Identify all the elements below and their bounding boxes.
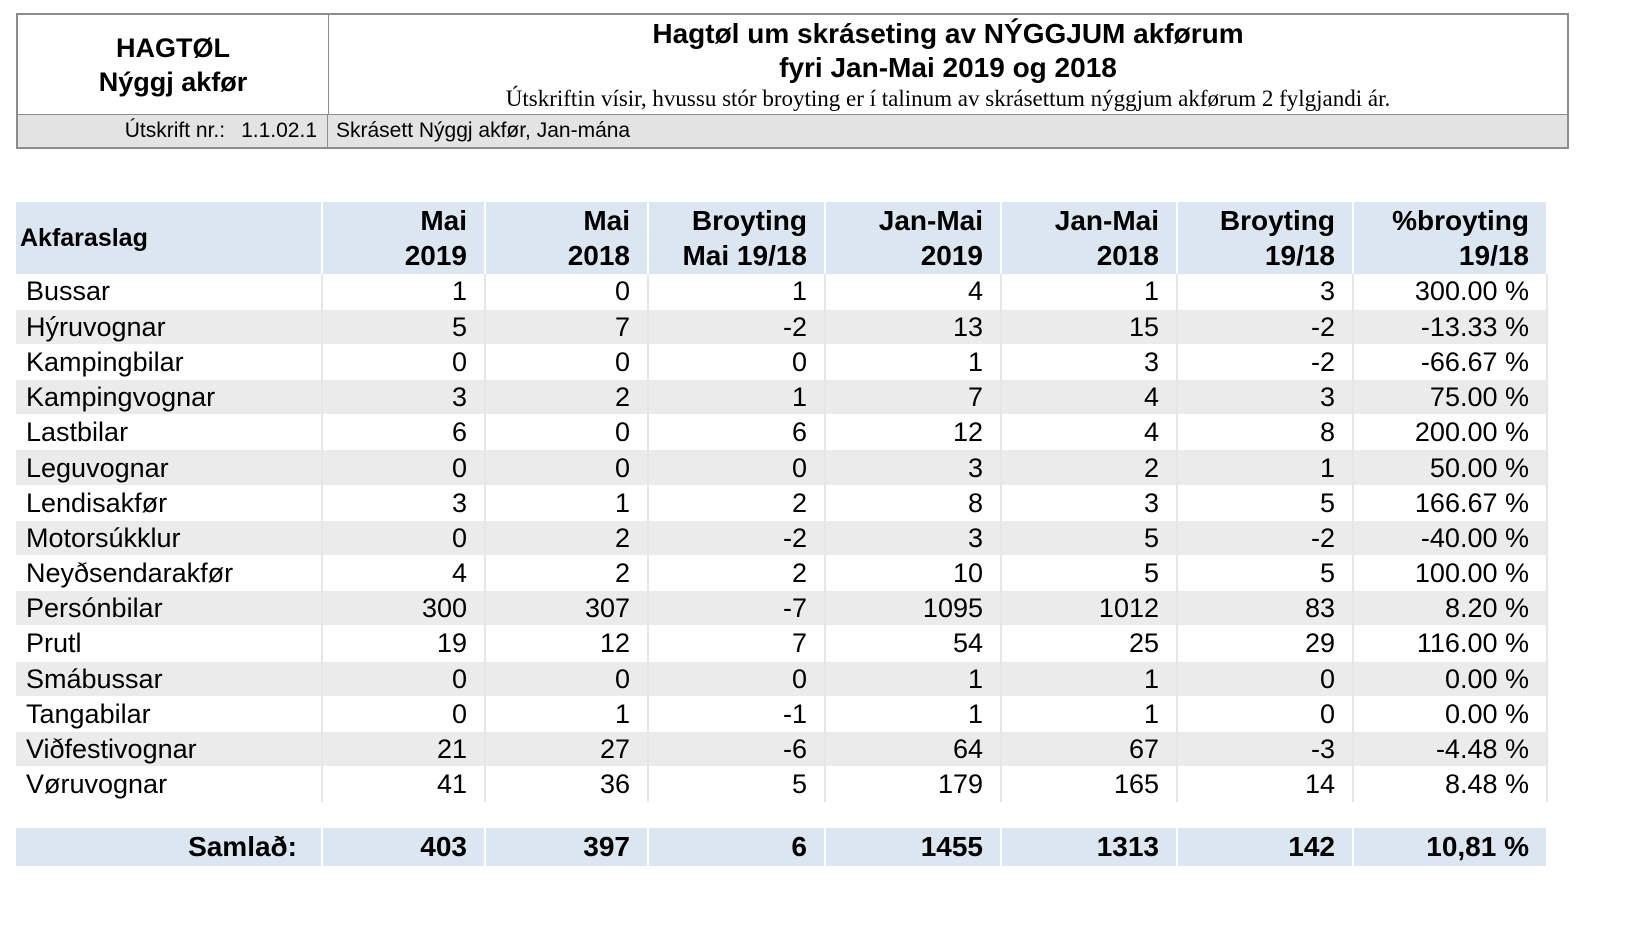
- total-value-cell: 142: [1177, 828, 1353, 866]
- value-cell: 1: [825, 661, 1001, 696]
- value-cell: 0: [322, 450, 485, 485]
- column-header: [1177, 202, 1353, 274]
- report-description: Útskriftin vísir, hvussu stór broyting er í talinum av skrásettum nýggjum akførum 2 fylgjandi ár.: [505, 86, 1391, 111]
- value-cell: 3: [1001, 485, 1177, 520]
- value-cell: 0: [322, 661, 485, 696]
- value-cell: 8.48 %: [1353, 767, 1547, 802]
- column-header: [16, 202, 322, 274]
- value-cell: 2: [485, 556, 648, 591]
- column-header-line-1: Jan-Mai: [1054, 205, 1159, 236]
- vehicle-type-cell: Smábussar: [16, 661, 322, 696]
- value-cell: 1: [1001, 274, 1177, 309]
- table-row: [16, 415, 1547, 450]
- value-cell: 3: [1001, 344, 1177, 379]
- table-row: [16, 591, 1547, 626]
- value-cell: 1: [485, 485, 648, 520]
- value-cell: 19: [322, 626, 485, 661]
- value-cell: 1: [1001, 661, 1177, 696]
- value-cell: 1: [322, 274, 485, 309]
- vehicle-type-cell: Bussar: [16, 274, 322, 309]
- column-header-line-2: 19/18: [1264, 240, 1335, 271]
- value-cell: 0: [1177, 696, 1353, 731]
- value-cell: 1: [1177, 450, 1353, 485]
- value-cell: 8.20 %: [1353, 591, 1547, 626]
- value-cell: 29: [1177, 626, 1353, 661]
- value-cell: 0: [322, 344, 485, 379]
- value-cell: 6: [648, 415, 825, 450]
- value-cell: 1: [648, 380, 825, 415]
- value-cell: -2: [1177, 309, 1353, 344]
- column-header-line-2: 2018: [567, 240, 630, 271]
- value-cell: 0: [485, 344, 648, 379]
- value-cell: 1012: [1001, 591, 1177, 626]
- column-header-line-1: Broyting: [1219, 205, 1335, 236]
- column-header-line-1: Akfaraslag: [20, 223, 148, 252]
- value-cell: 41: [322, 767, 485, 802]
- report-header: [16, 13, 1569, 149]
- value-cell: -40.00 %: [1353, 520, 1547, 555]
- value-cell: 0: [648, 450, 825, 485]
- value-cell: 3: [322, 485, 485, 520]
- value-cell: 4: [1001, 415, 1177, 450]
- value-cell: 64: [825, 731, 1001, 766]
- registration-table: [16, 202, 1548, 802]
- value-cell: 4: [1001, 380, 1177, 415]
- table-row: [16, 661, 1547, 696]
- value-cell: -2: [648, 520, 825, 555]
- total-value-cell: 1313: [1001, 828, 1177, 866]
- printout-label-cell: [18, 115, 328, 147]
- table-row: [16, 767, 1547, 802]
- value-cell: 2: [485, 520, 648, 555]
- brand-line-1: HAGTØL: [116, 32, 230, 63]
- value-cell: 0: [648, 344, 825, 379]
- header-brand: [18, 15, 329, 114]
- value-cell: 75.00 %: [1353, 380, 1547, 415]
- value-cell: 6: [322, 415, 485, 450]
- value-cell: 12: [485, 626, 648, 661]
- value-cell: 2: [648, 485, 825, 520]
- printout-label: Útskrift nr.:: [124, 119, 226, 142]
- vehicle-type-cell: Motorsúkklur: [16, 520, 322, 555]
- value-cell: -2: [648, 309, 825, 344]
- value-cell: -2: [1177, 520, 1353, 555]
- vehicle-type-cell: Viðfestivognar: [16, 731, 322, 766]
- value-cell: 50.00 %: [1353, 450, 1547, 485]
- total-value-cell: 1455: [825, 828, 1001, 866]
- column-header-line-1: Broyting: [691, 205, 807, 236]
- value-cell: 165: [1001, 767, 1177, 802]
- value-cell: 179: [825, 767, 1001, 802]
- value-cell: 3: [1177, 380, 1353, 415]
- value-cell: 1: [1001, 696, 1177, 731]
- value-cell: 1: [648, 274, 825, 309]
- value-cell: 10: [825, 556, 1001, 591]
- value-cell: 5: [1177, 485, 1353, 520]
- value-cell: 5: [1001, 520, 1177, 555]
- value-cell: 67: [1001, 731, 1177, 766]
- value-cell: 0: [1177, 661, 1353, 696]
- value-cell: 15: [1001, 309, 1177, 344]
- column-header-line-2: 19/18: [1458, 240, 1529, 271]
- value-cell: 166.67 %: [1353, 485, 1547, 520]
- table-row: [16, 344, 1547, 379]
- value-cell: 3: [322, 380, 485, 415]
- printout-title: Skrásett Nýggj akfør, Jan-mána: [336, 119, 631, 142]
- column-header-line-2: 2018: [1096, 240, 1159, 271]
- value-cell: 4: [322, 556, 485, 591]
- value-cell: 0: [485, 274, 648, 309]
- value-cell: 2: [1001, 450, 1177, 485]
- value-cell: 0.00 %: [1353, 696, 1547, 731]
- value-cell: 1: [825, 344, 1001, 379]
- table-row: [16, 450, 1547, 485]
- total-table: [16, 828, 1548, 866]
- table-row: [16, 520, 1547, 555]
- value-cell: 14: [1177, 767, 1353, 802]
- value-cell: 0: [485, 450, 648, 485]
- table-row: [16, 274, 1547, 309]
- value-cell: 0.00 %: [1353, 661, 1547, 696]
- column-header-line-1: Jan-Mai: [878, 205, 983, 236]
- column-header-line-1: Mai: [420, 205, 467, 236]
- total-label: Samlað:: [16, 828, 322, 866]
- table-row: [16, 556, 1547, 591]
- value-cell: 0: [322, 520, 485, 555]
- value-cell: 200.00 %: [1353, 415, 1547, 450]
- value-cell: -6: [648, 731, 825, 766]
- column-header-line-2: Mai 19/18: [682, 240, 807, 271]
- header-title-block: [329, 15, 1567, 114]
- column-header: [1001, 202, 1177, 274]
- value-cell: -7: [648, 591, 825, 626]
- value-cell: 7: [825, 380, 1001, 415]
- vehicle-type-cell: Lendisakfør: [16, 485, 322, 520]
- total-value-cell: 403: [322, 828, 485, 866]
- value-cell: 307: [485, 591, 648, 626]
- total-row: [16, 828, 1547, 866]
- value-cell: 4: [825, 274, 1001, 309]
- vehicle-type-cell: Leguvognar: [16, 450, 322, 485]
- value-cell: 21: [322, 731, 485, 766]
- total-value-cell: 10,81 %: [1353, 828, 1547, 866]
- value-cell: 5: [1177, 556, 1353, 591]
- value-cell: -4.48 %: [1353, 731, 1547, 766]
- value-cell: 100.00 %: [1353, 556, 1547, 591]
- table-row: [16, 485, 1547, 520]
- column-header-line-2: 2019: [920, 240, 983, 271]
- table-body: [16, 274, 1547, 802]
- value-cell: 27: [485, 731, 648, 766]
- column-header: [322, 202, 485, 274]
- value-cell: -13.33 %: [1353, 309, 1547, 344]
- vehicle-type-cell: Lastbilar: [16, 415, 322, 450]
- column-header: [1353, 202, 1547, 274]
- column-header: [485, 202, 648, 274]
- value-cell: 0: [322, 696, 485, 731]
- total-value-cell: 397: [485, 828, 648, 866]
- vehicle-type-cell: Prutl: [16, 626, 322, 661]
- value-cell: -3: [1177, 731, 1353, 766]
- value-cell: 3: [1177, 274, 1353, 309]
- value-cell: 2: [485, 380, 648, 415]
- report-title-line-2: fyri Jan-Mai 2019 og 2018: [779, 52, 1117, 83]
- value-cell: 1: [485, 696, 648, 731]
- value-cell: 116.00 %: [1353, 626, 1547, 661]
- vehicle-type-cell: Tangabilar: [16, 696, 322, 731]
- value-cell: 1095: [825, 591, 1001, 626]
- column-header: [825, 202, 1001, 274]
- column-header-line-1: Mai: [583, 205, 630, 236]
- value-cell: 3: [825, 450, 1001, 485]
- column-header-line-2: 2019: [404, 240, 467, 271]
- vehicle-type-cell: Neyðsendarakfør: [16, 556, 322, 591]
- value-cell: 54: [825, 626, 1001, 661]
- value-cell: 300.00 %: [1353, 274, 1547, 309]
- table-row: [16, 731, 1547, 766]
- value-cell: 5: [1001, 556, 1177, 591]
- value-cell: 300: [322, 591, 485, 626]
- header-printout-row: [18, 115, 1567, 147]
- vehicle-type-cell: Persónbilar: [16, 591, 322, 626]
- vehicle-type-cell: Hýruvognar: [16, 309, 322, 344]
- value-cell: 25: [1001, 626, 1177, 661]
- vehicle-type-cell: Kampingvognar: [16, 380, 322, 415]
- header-top-row: [18, 15, 1567, 115]
- value-cell: 7: [648, 626, 825, 661]
- value-cell: 13: [825, 309, 1001, 344]
- column-header-line-1: %broyting: [1392, 205, 1529, 236]
- value-cell: -66.67 %: [1353, 344, 1547, 379]
- value-cell: 8: [825, 485, 1001, 520]
- value-cell: 83: [1177, 591, 1353, 626]
- table-row: [16, 309, 1547, 344]
- table-header: [16, 202, 1547, 274]
- value-cell: 5: [648, 767, 825, 802]
- vehicle-type-cell: Vøruvognar: [16, 767, 322, 802]
- vehicle-type-cell: Kampingbilar: [16, 344, 322, 379]
- column-header: [648, 202, 825, 274]
- value-cell: 0: [485, 661, 648, 696]
- value-cell: 0: [485, 415, 648, 450]
- value-cell: 7: [485, 309, 648, 344]
- total-value-cell: 6: [648, 828, 825, 866]
- report-title-line-1: Hagtøl um skráseting av NÝGGJUM akførum: [652, 18, 1244, 49]
- printout-number: 1.1.02.1: [241, 119, 317, 142]
- value-cell: 5: [322, 309, 485, 344]
- table-row: [16, 696, 1547, 731]
- value-cell: 1: [825, 696, 1001, 731]
- value-cell: 12: [825, 415, 1001, 450]
- value-cell: 2: [648, 556, 825, 591]
- brand-line-2: Nýggj akfør: [98, 66, 248, 97]
- value-cell: -1: [648, 696, 825, 731]
- value-cell: -2: [1177, 344, 1353, 379]
- table-row: [16, 626, 1547, 661]
- value-cell: 0: [648, 661, 825, 696]
- header-row: [16, 202, 1547, 274]
- value-cell: 36: [485, 767, 648, 802]
- value-cell: 3: [825, 520, 1001, 555]
- table-row: [16, 380, 1547, 415]
- value-cell: 8: [1177, 415, 1353, 450]
